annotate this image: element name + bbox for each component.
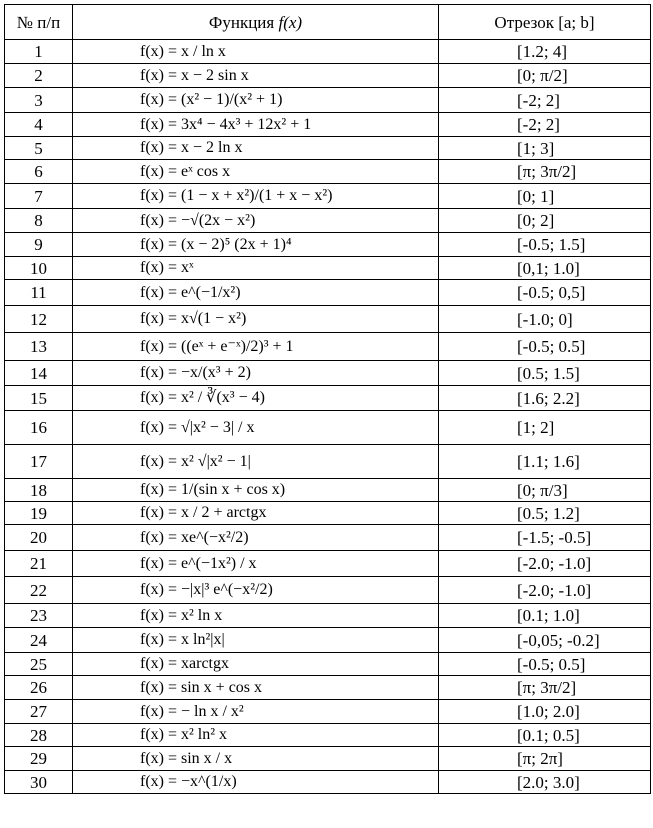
header-segment: Отрезок [a; b] <box>439 5 651 40</box>
row-segment: [0; 1] <box>439 184 651 209</box>
table-row <box>5 184 651 209</box>
row-segment: [-2.0; -1.0] <box>439 551 651 577</box>
row-number: 26 <box>5 676 73 700</box>
row-number: 23 <box>5 604 73 628</box>
row-segment: [0.1; 1.0] <box>439 604 651 628</box>
row-number: 27 <box>5 700 73 724</box>
document-page <box>4 4 651 794</box>
row-function: f(x) = (1 − x + x²)/(1 + x − x²) <box>73 184 439 209</box>
row-number: 9 <box>5 233 73 257</box>
table-row <box>5 747 651 771</box>
row-segment: [-2; 2] <box>439 88 651 113</box>
header-function <box>73 5 439 40</box>
table-body <box>5 40 651 794</box>
row-segment: [0,1; 1.0] <box>439 257 651 280</box>
row-number: 4 <box>5 113 73 137</box>
row-function: f(x) = eˣ cos x <box>73 160 439 184</box>
table-row <box>5 604 651 628</box>
row-number: 10 <box>5 257 73 280</box>
row-number: 24 <box>5 628 73 653</box>
row-segment: [0.1; 0.5] <box>439 724 651 747</box>
row-number: 5 <box>5 137 73 160</box>
row-function: f(x) = x√(1 − x²) <box>73 306 439 333</box>
row-number: 21 <box>5 551 73 577</box>
header-number: № п/п <box>5 5 73 40</box>
row-number: 30 <box>5 771 73 794</box>
row-function: f(x) = x ln²|x| <box>73 628 439 653</box>
row-number: 22 <box>5 577 73 604</box>
table-row <box>5 479 651 502</box>
table-row <box>5 209 651 233</box>
row-number: 8 <box>5 209 73 233</box>
row-number: 1 <box>5 40 73 64</box>
table-row <box>5 113 651 137</box>
row-function: f(x) = − ln x / x² <box>73 700 439 724</box>
table-row <box>5 361 651 386</box>
row-function: f(x) = e^(−1/x²) <box>73 280 439 306</box>
row-number: 14 <box>5 361 73 386</box>
row-segment: [-1.5; -0.5] <box>439 525 651 551</box>
row-segment: [1; 2] <box>439 411 651 445</box>
row-segment: [-0.5; 1.5] <box>439 233 651 257</box>
row-function: f(x) = (x² − 1)/(x² + 1) <box>73 88 439 113</box>
row-segment: [0; π/3] <box>439 479 651 502</box>
row-number: 18 <box>5 479 73 502</box>
row-function: f(x) = e^(−1x²) / x <box>73 551 439 577</box>
table-row <box>5 653 651 676</box>
row-number: 15 <box>5 386 73 411</box>
row-segment: [-2; 2] <box>439 113 651 137</box>
row-segment: [-0.5; 0.5] <box>439 653 651 676</box>
row-number: 11 <box>5 280 73 306</box>
row-function: f(x) = x / 2 + arctgx <box>73 502 439 525</box>
table-row <box>5 724 651 747</box>
table-header-row <box>5 5 651 40</box>
row-function: f(x) = sin x / x <box>73 747 439 771</box>
table-row <box>5 700 651 724</box>
row-segment: [1.2; 4] <box>439 40 651 64</box>
row-number: 6 <box>5 160 73 184</box>
row-function: f(x) = −x/(x³ + 2) <box>73 361 439 386</box>
row-function: f(x) = xˣ <box>73 257 439 280</box>
row-segment: [π; 2π] <box>439 747 651 771</box>
table-row <box>5 628 651 653</box>
row-function: f(x) = xarctgx <box>73 653 439 676</box>
row-segment: [1; 3] <box>439 137 651 160</box>
table-row <box>5 502 651 525</box>
table-row <box>5 386 651 411</box>
table-row <box>5 137 651 160</box>
header-function-symbol: f(x) <box>278 12 303 32</box>
header-function-word: Функция <box>208 12 275 32</box>
row-segment: [-2.0; -1.0] <box>439 577 651 604</box>
row-number: 7 <box>5 184 73 209</box>
row-function: f(x) = x − 2 sin x <box>73 64 439 88</box>
row-function: f(x) = sin x + cos x <box>73 676 439 700</box>
variants-table <box>4 4 651 794</box>
row-number: 3 <box>5 88 73 113</box>
table-row <box>5 160 651 184</box>
row-number: 29 <box>5 747 73 771</box>
row-segment: [1.1; 1.6] <box>439 445 651 479</box>
row-segment: [0.5; 1.2] <box>439 502 651 525</box>
row-function: f(x) = x² ln² x <box>73 724 439 747</box>
row-segment: [-0,05; -0.2] <box>439 628 651 653</box>
row-segment: [-0.5; 0,5] <box>439 280 651 306</box>
row-segment: [0; 2] <box>439 209 651 233</box>
row-number: 16 <box>5 411 73 445</box>
row-segment: [0; π/2] <box>439 64 651 88</box>
row-number: 20 <box>5 525 73 551</box>
row-number: 17 <box>5 445 73 479</box>
table-row <box>5 525 651 551</box>
table-row <box>5 64 651 88</box>
row-function: f(x) = −√(2x − x²) <box>73 209 439 233</box>
table-row <box>5 88 651 113</box>
table-row <box>5 257 651 280</box>
table-row <box>5 333 651 361</box>
row-segment: [1.0; 2.0] <box>439 700 651 724</box>
row-segment: [-0.5; 0.5] <box>439 333 651 361</box>
table-row <box>5 233 651 257</box>
row-function: f(x) = x² ln x <box>73 604 439 628</box>
table-row <box>5 445 651 479</box>
row-function: f(x) = −|x|³ e^(−x²/2) <box>73 577 439 604</box>
table-row <box>5 411 651 445</box>
table-row <box>5 771 651 794</box>
table-row <box>5 280 651 306</box>
row-function: f(x) = ((eˣ + e⁻ˣ)/2)³ + 1 <box>73 333 439 361</box>
row-segment: [0.5; 1.5] <box>439 361 651 386</box>
row-segment: [π; 3π/2] <box>439 676 651 700</box>
row-number: 12 <box>5 306 73 333</box>
row-number: 2 <box>5 64 73 88</box>
row-number: 25 <box>5 653 73 676</box>
row-number: 19 <box>5 502 73 525</box>
row-segment: [-1.0; 0] <box>439 306 651 333</box>
table-row <box>5 306 651 333</box>
table-row <box>5 551 651 577</box>
row-segment: [π; 3π/2] <box>439 160 651 184</box>
row-function: f(x) = x² √|x² − 1| <box>73 445 439 479</box>
row-function: f(x) = √|x² − 3| / x <box>73 411 439 445</box>
table-row <box>5 676 651 700</box>
row-function: f(x) = x − 2 ln x <box>73 137 439 160</box>
table-row <box>5 40 651 64</box>
row-function: f(x) = 3x⁴ − 4x³ + 12x² + 1 <box>73 113 439 137</box>
row-function: f(x) = xe^(−x²/2) <box>73 525 439 551</box>
table-row <box>5 577 651 604</box>
row-function: f(x) = (x − 2)⁵ (2x + 1)⁴ <box>73 233 439 257</box>
row-number: 13 <box>5 333 73 361</box>
row-function: f(x) = 1/(sin x + cos x) <box>73 479 439 502</box>
row-segment: [1.6; 2.2] <box>439 386 651 411</box>
row-function: f(x) = −x^(1/x) <box>73 771 439 794</box>
row-function: f(x) = x² / ∛(x³ − 4) <box>73 386 439 411</box>
row-number: 28 <box>5 724 73 747</box>
row-function: f(x) = x / ln x <box>73 40 439 64</box>
row-segment: [2.0; 3.0] <box>439 771 651 794</box>
